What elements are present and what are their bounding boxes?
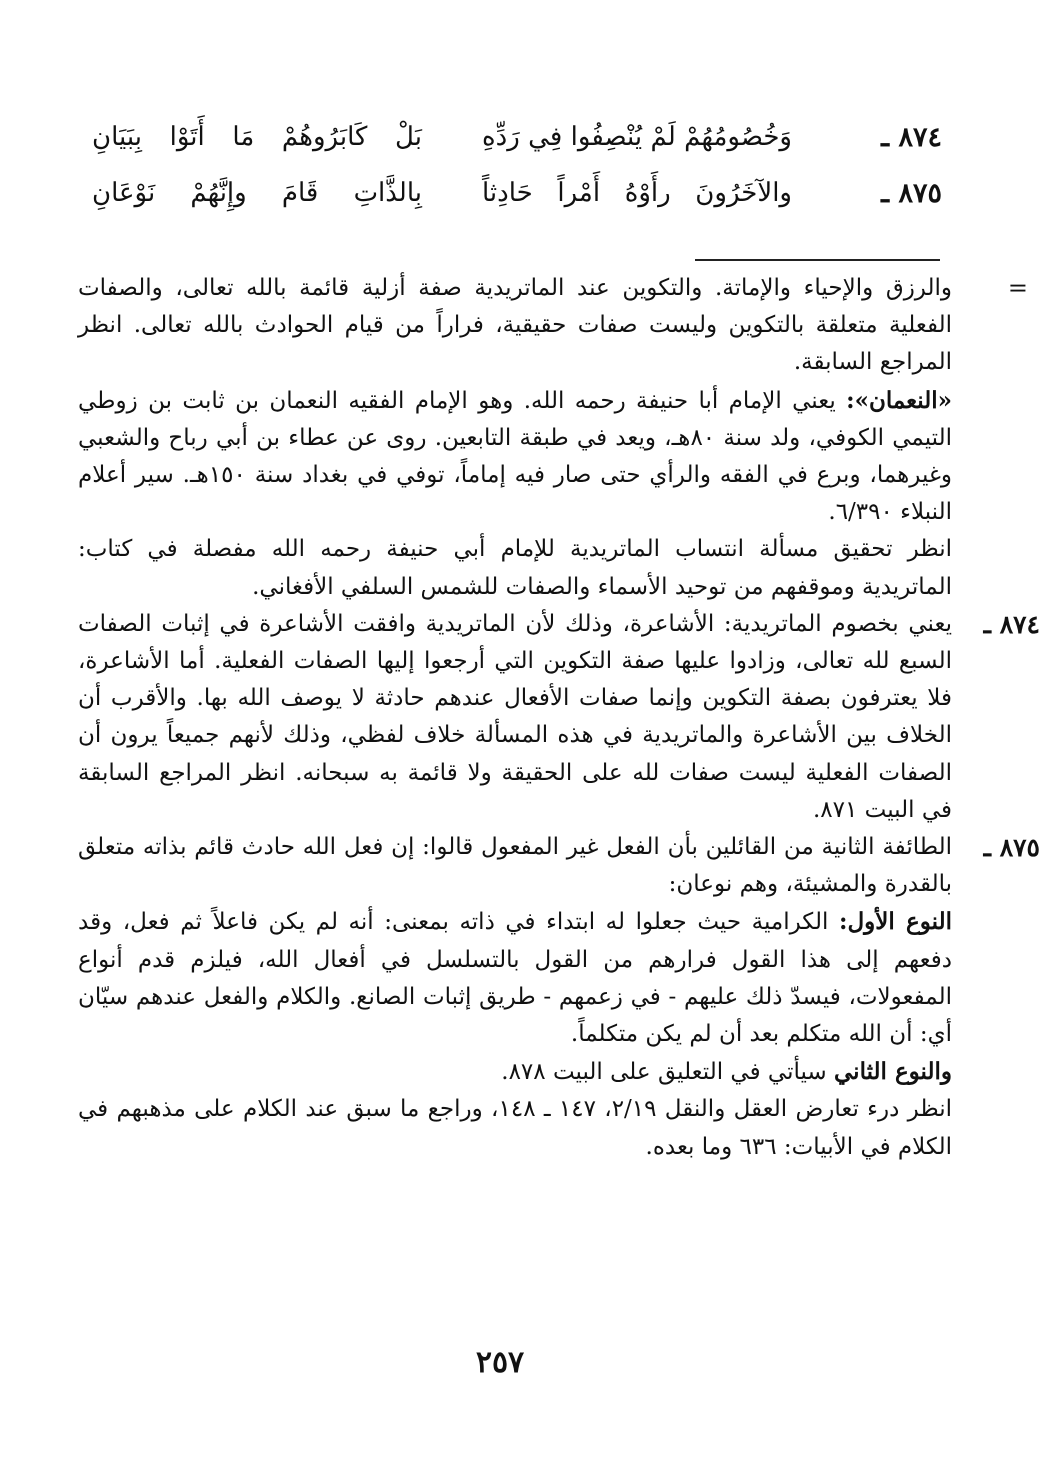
- verse-second-hemistich: بِالذَّاتِ قَامَ وإِنَّهُمْ نَوْعَانِ: [92, 178, 422, 208]
- note-number: ٨٧٤ ـ: [983, 609, 1040, 639]
- note-874: [78, 606, 1040, 829]
- note-text: انظر درء تعارض العقل والنقل ٢/١٩، ١٤٧ ـ ١٤٨، وراجع ما سبق عند الكلام على مذهبهم في الكلام في الأبيات: ٦٣٦ وما بعده.: [78, 1096, 952, 1160]
- note-lead: والنوع الثاني: [834, 1058, 952, 1086]
- note-text: الطائفة الثانية من القائلين بأن الفعل غير المفعول قالوا: إن فعل الله حادث قائم بذاته متعلق بالقدرة والمشيئة، وهم نوعان:: [78, 834, 952, 898]
- note-text: الكرامية حيث جعلوا له ابتداء في ذاته بمعنى: أنه لم يكن فاعلاً ثم فعل، وقد دفعهم إلى هذا القول فرارهم من القول بالتسلسل في أفعال الله، فيلزم قدم أنواع المفعولات، فيسدّ ذلك عليهم - في زعمهم - طريق إثبات الصانع. والكلام والفعل عندهم سيّان أي: أن الله متكلم بعد أن لم يكن متكلماً.: [78, 909, 952, 1048]
- note-numan-reference: [78, 531, 952, 605]
- verse-874: [62, 122, 942, 172]
- verse-first-hemistich: وَخُصُومُهُمْ لَمْ يُنْصِفُوا فِي رَدِّهِ: [482, 122, 792, 152]
- continuation-marker: =: [1007, 274, 1028, 302]
- verse-875: [62, 178, 942, 228]
- note-text: انظر تحقيق مسألة انتساب الماتريدية للإمام أبي حنيفة رحمه الله مفصلة في كتاب: الماتريدية وموقفهم من توحيد الأسماء والصفات للشمس السلفي الأفغاني.: [78, 536, 952, 600]
- note-text: يعني بخصوم الماتريدية: الأشاعرة، وذلك لأن الماتريدية وافقت الأشاعرة في إثبات الصفات السبع لله تعالى، وزادوا عليها صفة التكوين التي أرجعوا إليها الصفات الفعلية. أما الأشاعرة، فلا يعترفون بصفة التكوين وإنما صفات الأفعال عندهم حادثة لا يوصف الله بها. والأقرب أن الخلاف بين الأشاعرة والماتريدية في هذه المسألة خلاف لفظي، وذلك لأنهم جميعاً يرون أن الصفات الفعلية ليست صفات لله على الحقيقة ولا قائمة به سبحانه. انظر المراجع السابقة في البيت ٨٧١.: [78, 610, 952, 823]
- note-text: يعني الإمام أبا حنيفة رحمه الله. وهو الإمام الفقيه النعمان بن ثابت بن زوطي التيمي الكوفي، ولد سنة ٨٠هـ، ويعد في طبقة التابعين. روى عن عطاء بن أبي رباح والشعبي وغيرهما، وبرع في الفقه والرأي حتى صار فيه إماماً، توفي في بغداد سنة ١٥٠هـ. سير أعلام النبلاء ٦/٣٩٠.: [78, 387, 953, 526]
- verse-first-hemistich: والآخَرُونَ رأَوْهُ أَمْراً حَادِثاً: [482, 178, 792, 208]
- verse-number: ٨٧٥ ـ: [881, 178, 942, 209]
- page-number: ٢٥٧: [475, 1345, 525, 1380]
- note-numan: [78, 382, 952, 532]
- note-text: سيأتي في التعليق على البيت ٨٧٨.: [501, 1059, 835, 1086]
- verse-number: ٨٧٤ ـ: [881, 122, 942, 153]
- note-875: [78, 829, 1040, 903]
- note-continuation: [78, 270, 1028, 382]
- footnote-separator: [695, 259, 940, 261]
- note-type-2: [78, 1053, 952, 1091]
- note-number: ٨٧٥ ـ: [983, 833, 1040, 863]
- note-lead: «النعمان»:: [846, 386, 952, 414]
- footnotes: [78, 270, 1040, 1166]
- note-text: والرزق والإحياء والإماتة. والتكوين عند الماتريدية صفة أزلية قائمة بالله تعالى، والصفات الفعلية متعلقة بالتكوين وليست صفات حقيقية، فراراً من قيام الحوادث بالله تعالى. انظر المراجع السابقة.: [78, 275, 952, 376]
- note-lead: النوع الأول:: [838, 908, 952, 936]
- note-type-1: [78, 903, 952, 1053]
- note-final-reference: [78, 1091, 952, 1165]
- verse-second-hemistich: بَلْ كَابَرُوهُمْ مَا أَتَوْا بِبَيَانِ: [92, 122, 422, 152]
